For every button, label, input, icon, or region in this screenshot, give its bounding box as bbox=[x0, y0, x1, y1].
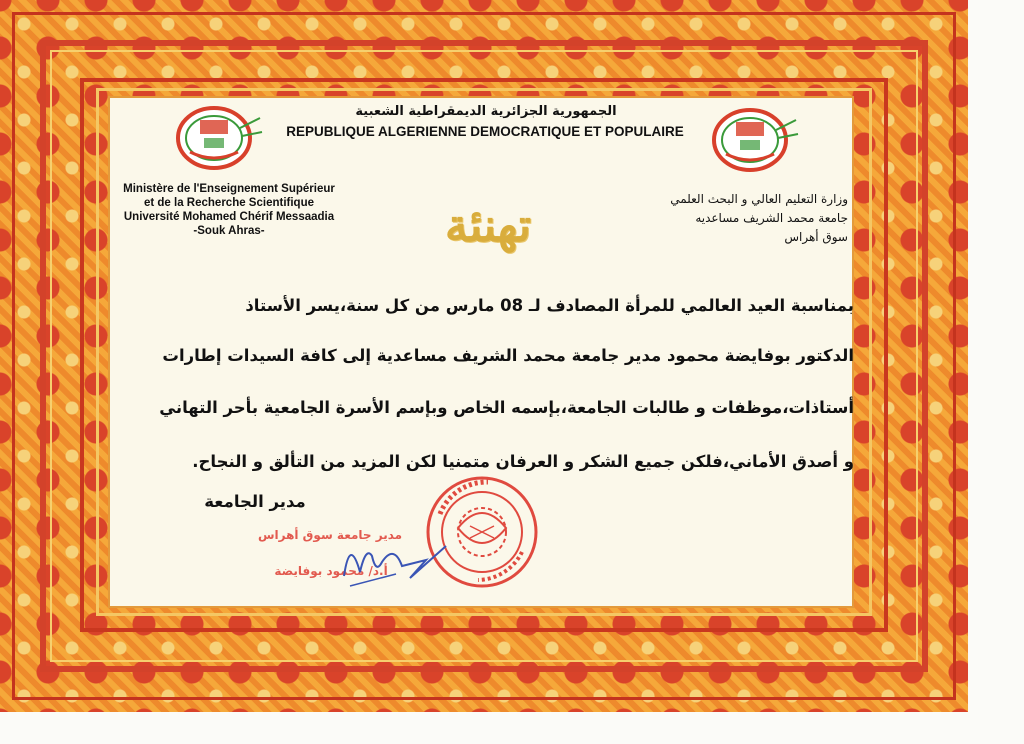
university-name: Université Mohamed Chérif Messaadia bbox=[123, 211, 335, 223]
message-line: و أصدق الأماني،فلكن جميع الشكر و العرفان متمنيا لكن المزيد من التألق و النجاح. bbox=[192, 452, 854, 471]
signatory-title: مدير الجامعة bbox=[204, 492, 306, 511]
city-name: سوق أهراس bbox=[784, 230, 848, 244]
handwritten-signature bbox=[336, 526, 456, 598]
ministry-block-french bbox=[104, 182, 354, 238]
header-country-arabic: الجمهورية الجزائرية الديمقراطية الشعبية bbox=[355, 104, 617, 119]
message-line: بمناسبة العيد العالمي للمرأة المصادف لـ 08 مارس من كل سنة،يسر الأستاذ bbox=[245, 296, 854, 315]
university-logo-right bbox=[706, 100, 802, 176]
stamp-text: مدير جامعة سوق أهراس bbox=[257, 528, 403, 542]
ministry-line: وزارة التعليم العالي و البحث العلمي bbox=[670, 192, 848, 206]
ministry-line: et de la Recherche Scientifique bbox=[143, 197, 314, 209]
city-name: -Souk Ahras- bbox=[193, 225, 265, 237]
message-line: الدكتور بوفايضة محمود مدير جامعة محمد الشريف مساعدية إلى كافة السيدات إطارات bbox=[162, 346, 854, 365]
stamp-name: أ.د/ محمود بوفايضة bbox=[274, 564, 388, 578]
certificate-title: تهنئة bbox=[444, 198, 532, 252]
ministry-line: Ministère de l'Enseignement Supérieur bbox=[123, 183, 335, 195]
header-country-french: REPUBLIQUE ALGERIENNE DEMOCRATIQUE ET POPULAIRE bbox=[286, 124, 684, 139]
message-line: أستاذات،موظفات و طالبات الجامعة،بإسمه الخاص وبإسم الأسرة الجامعية بأحر التهاني bbox=[159, 398, 854, 417]
ministry-block-arabic bbox=[620, 190, 848, 247]
university-name: جامعة محمد الشريف مساعديه bbox=[695, 211, 848, 225]
university-logo-left bbox=[170, 98, 266, 174]
